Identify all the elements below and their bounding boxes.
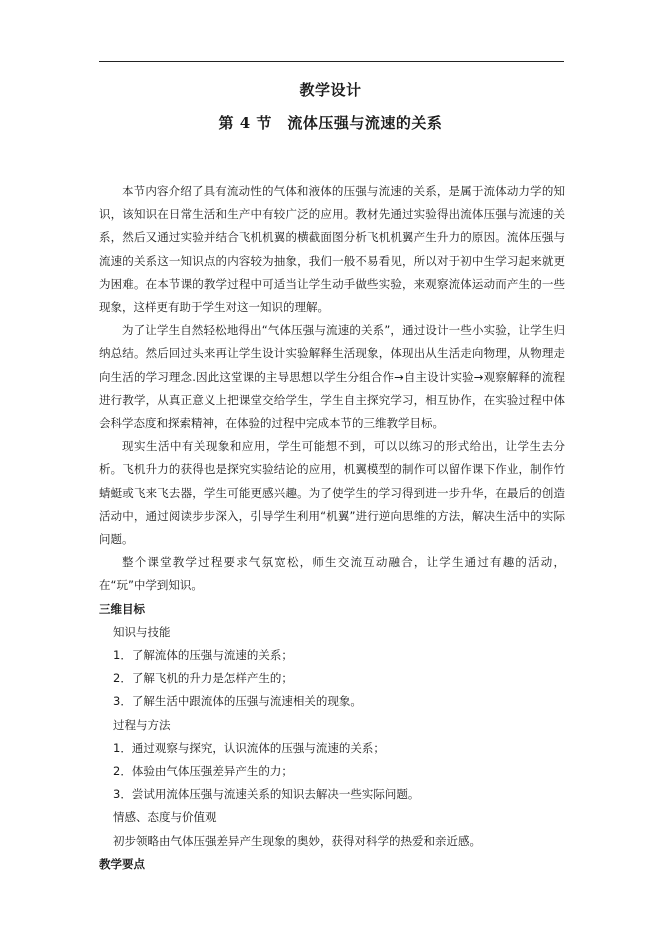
emotion-text: 初步领略由气体压强差异产生现象的奥妙，获得对科学的热爱和亲近感。 [113,833,481,848]
process-item-1: 1．通过观察与探究，认识流体的压强与流速的关系； [113,740,385,755]
intro-paragraph-4: 整个课堂教学过程要求气氛宽松，师生交流互动融合，让学生通过有趣的活动，在“玩”中学到知识。 [99,555,565,593]
knowledge-item-1: 1．了解流体的压强与流速的关系； [113,648,293,663]
page-title: 教学设计 [299,81,362,99]
knowledge-label: 知识与技能 [113,624,171,639]
document-body [99,180,565,876]
goals-heading: 三维目标 [99,601,145,616]
process-label: 过程与方法 [113,717,171,732]
intro-paragraph-3: 现实生活中有关现象和应用，学生可能想不到，可以以练习的形式给出，让学生去分析。飞机升力的获得也是探究实验结论的应用，机翼模型的制作可以留作课下作业，制作竹蜻蜓或飞来飞去器，学生可能更感兴趣。为了使学生的学习得到进一步升华，在最后的创造活动中，通过阅读步步深入，引导学生利用“机翼”进行逆向思维的方法，解决生活中的实际问题。 [99,439,565,547]
intro-paragraph-2: 为了让学生自然轻松地得出“气体压强与流速的关系”，通过设计一些小实验，让学生归纳总结。然后回过头来再让学生设计实验解释生活现象，体现出从生活走向物理，从物理走向生活的学习理念.因此这堂课的主导思想以学生分组合作→自主设计实验→观察解释的流程进行教学，从真正意义上把课堂交给学生，学生自主探究学习，相互协作，在实验过程中体会科学态度和探索精神，在体验的过程中完成本节的三维教学目标。 [99,323,565,431]
knowledge-item-3: 3．了解生活中跟流体的压强与流速相关的现象。 [113,694,362,709]
emotion-label: 情感、态度与价值观 [113,810,217,825]
process-item-2: 2．体验由气体压强差异产生的力； [113,764,293,779]
header-rule [99,61,564,62]
focus-heading: 教学要点 [99,856,145,871]
knowledge-item-2: 2．了解飞机的升力是怎样产生的； [113,671,293,686]
intro-paragraph-1: 本节内容介绍了具有流动性的气体和液体的压强与流速的关系，是属于流体动力学的知识，该知识在日常生活和生产中有较广泛的应用。教材先通过实验得出流体压强与流速的关系，然后又通过实验并结合飞机机翼的横截面图分析飞机机翼产生升力的原因。流体压强与流速的关系这一知识点的内容较为抽象，我们一般不易看见，所以对于初中生学习起来就更为困难。在本节课的教学过程中可适当让学生动手做些实验，来观察流体运动而产生的一些现象，这样更有助于学生对这一知识的理解。 [99,184,565,315]
process-item-3: 3．尝试用流体压强与流速关系的知识去解决一些实际问题。 [113,787,420,802]
section-title: 第 4 节 流体压强与流速的关系 [218,114,443,132]
